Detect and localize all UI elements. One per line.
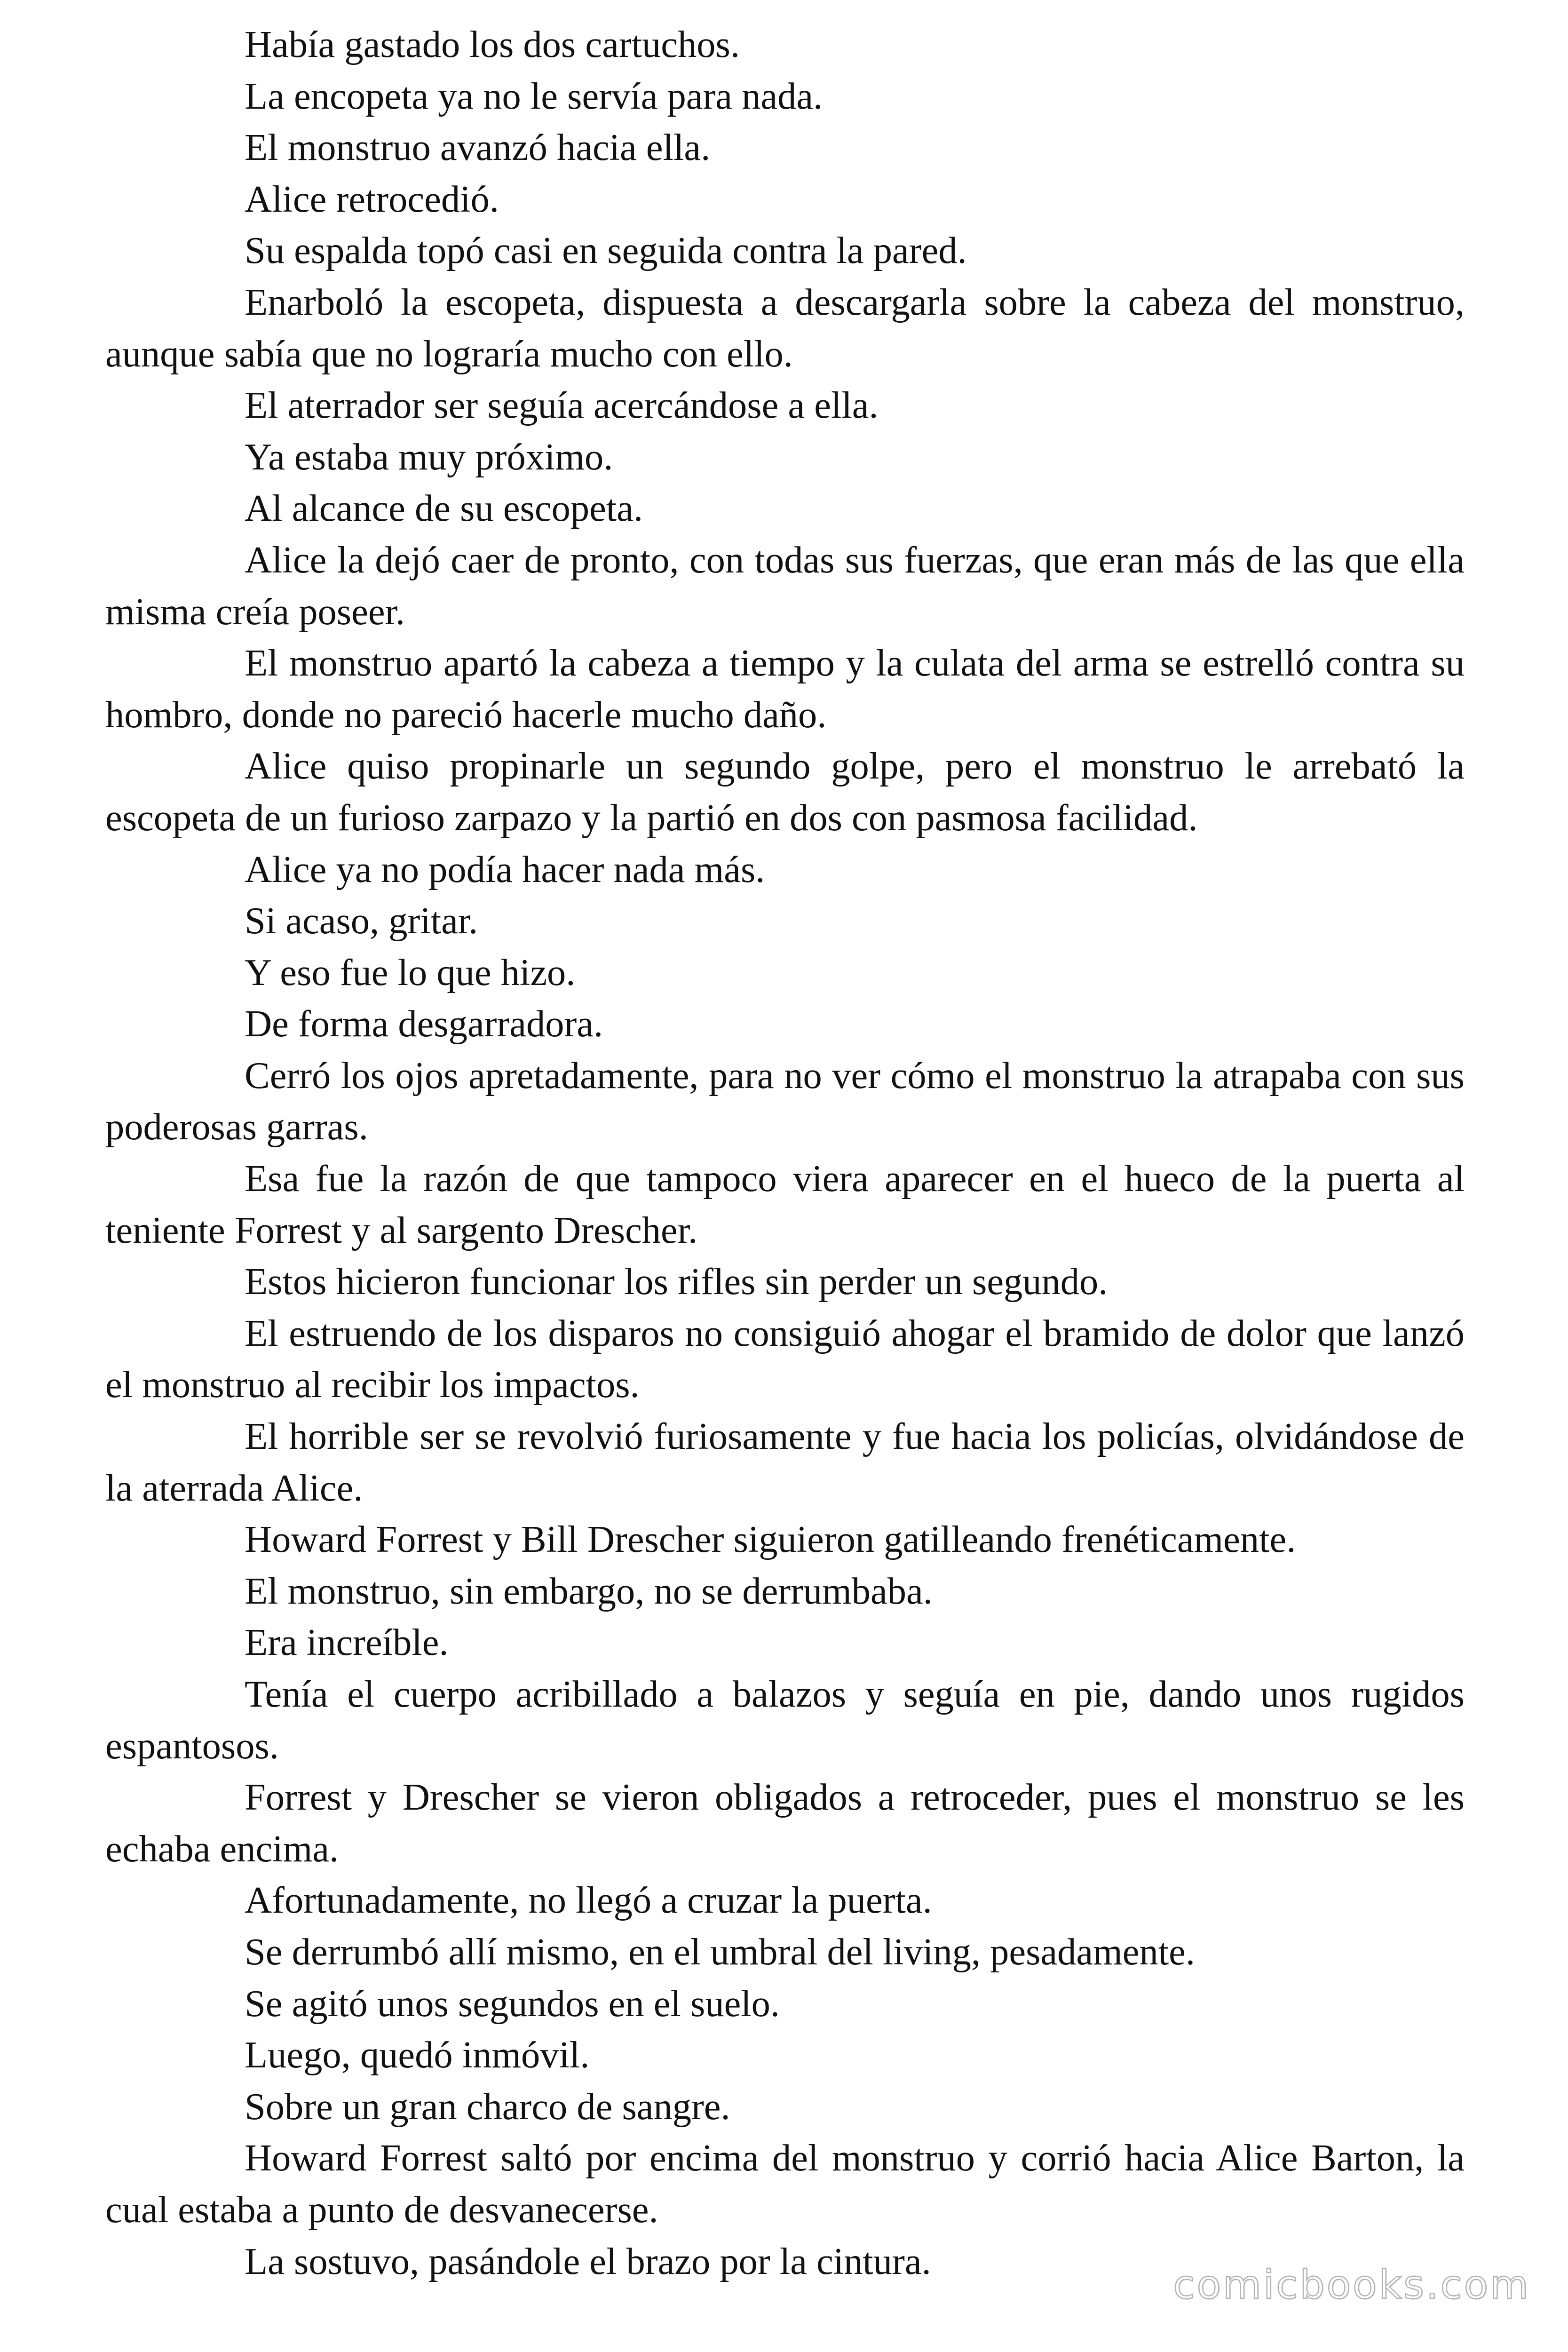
paragraph: El monstruo, sin embargo, no se derrumbaba. — [245, 1570, 933, 1612]
watermark: comicbooks.com — [1173, 2262, 1530, 2308]
paragraph: Howard Forrest y Bill Drescher siguieron gatilleando frenéticamente. — [245, 1518, 1296, 1561]
paragraph: Alice ya no podía hacer nada más. — [245, 848, 765, 890]
paragraph: Se agitó unos segundos en el suelo. — [245, 1982, 780, 2025]
paragraph: La encopeta ya no le servía para nada. — [245, 75, 823, 117]
paragraph: Alice retrocedió. — [245, 178, 499, 220]
paragraph: Afortunadamente, no llegó a cruzar la puerta. — [245, 1879, 932, 1922]
paragraph: Se derrumbó allí mismo, en el umbral del living, pesadamente. — [245, 1931, 1195, 1973]
paragraph: Cerró los ojos apretadamente, para no ver cómo el monstruo la atrapaba con sus poderosas garras. — [105, 1054, 1465, 1148]
paragraph: Había gastado los dos cartuchos. — [245, 24, 740, 65]
paragraph: Sobre un gran charco de sangre. — [245, 2085, 730, 2128]
paragraph: Si acaso, gritar. — [245, 900, 478, 942]
paragraph: La sostuvo, pasándole el brazo por la cintura. — [245, 2240, 931, 2282]
paragraph: Estos hicieron funcionar los rifles sin perder un segundo. — [245, 1261, 1108, 1303]
paragraph: El horrible ser se revolvió furiosamente y fue hacia los policías, olvidándose de la aterrada Alice. — [105, 1415, 1465, 1509]
paragraph: De forma desgarradora. — [245, 1003, 603, 1045]
paragraph: Ya estaba muy próximo. — [245, 436, 613, 478]
paragraph: Forrest y Drescher se vieron obligados a retroceder, pues el monstruo se les echaba encima. — [105, 1776, 1465, 1870]
paragraph: Enarboló la escopeta, dispuesta a descargarla sobre la cabeza del monstruo, aunque sabía que no lograría mucho con ello. — [105, 281, 1465, 375]
paragraph: Era increíble. — [245, 1621, 449, 1664]
paragraph: El monstruo apartó la cabeza a tiempo y la culata del arma se estrelló contra su hombro, donde no pareció hacerle mucho daño. — [105, 642, 1465, 736]
paragraph: Esa fue la razón de que tampoco viera aparecer en el hueco de la puerta al teniente Forrest y al sargento Drescher. — [105, 1158, 1465, 1251]
paragraph: Alice la dejó caer de pronto, con todas sus fuerzas, que eran más de las que ella misma creía poseer. — [105, 539, 1465, 633]
paragraph: Alice quiso propinarle un segundo golpe, pero el monstruo le arrebató la escopeta de un furioso zarpazo y la partió en dos con pasmosa facilidad. — [105, 745, 1465, 839]
paragraph: Luego, quedó inmóvil. — [245, 2034, 590, 2076]
paragraph: Su espalda topó casi en seguida contra la pared. — [245, 230, 967, 272]
paragraph: El monstruo avanzó hacia ella. — [245, 127, 711, 169]
paragraph: Al alcance de su escopeta. — [245, 487, 643, 530]
paragraph: Y eso fue lo que hizo. — [245, 951, 576, 993]
paragraph: Howard Forrest saltó por encima del monstruo y corrió hacia Alice Barton, la cual estaba a punto de desvanecerse. — [105, 2137, 1465, 2231]
paragraph: El aterrador ser seguía acercándose a ella. — [245, 384, 879, 427]
page-text-body — [105, 19, 1465, 2287]
paragraph: Tenía el cuerpo acribillado a balazos y seguía en pie, dando unos rugidos espantosos. — [105, 1673, 1465, 1767]
paragraph: El estruendo de los disparos no consiguió ahogar el bramido de dolor que lanzó el monstruo al recibir los impactos. — [105, 1312, 1465, 1406]
